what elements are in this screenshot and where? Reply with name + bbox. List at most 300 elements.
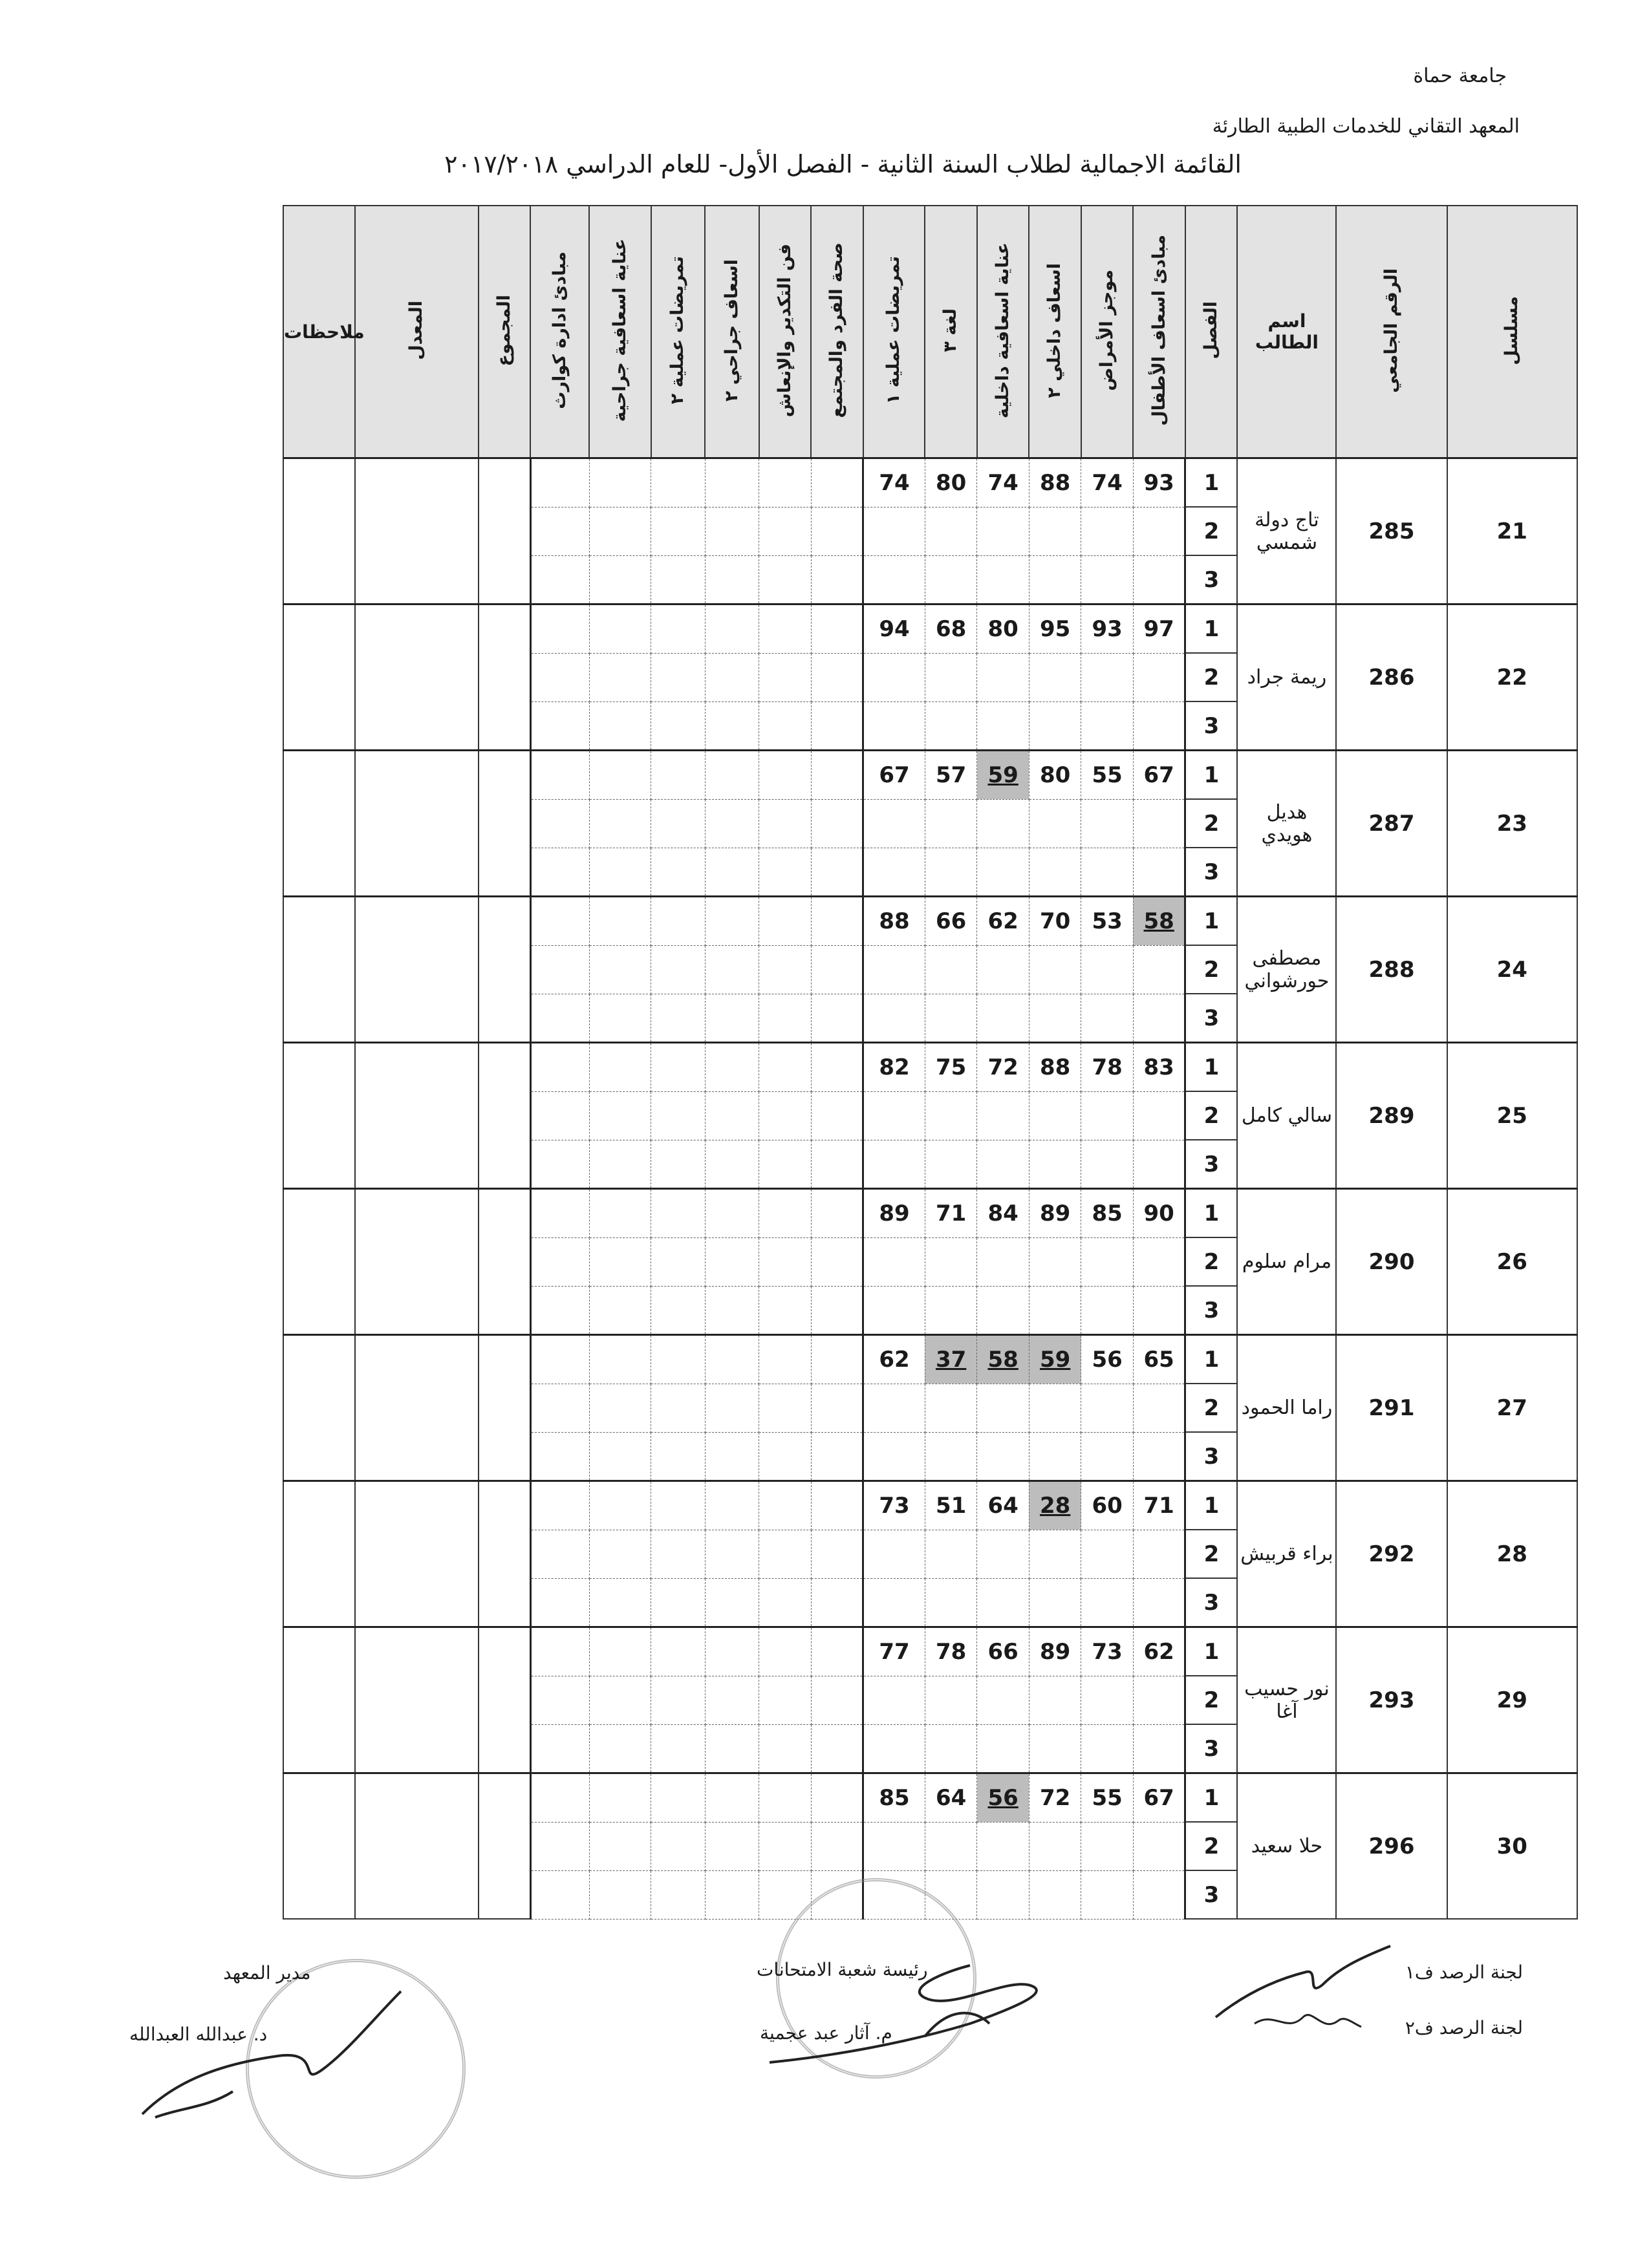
grade-cell xyxy=(863,653,925,701)
grade-cell-empty xyxy=(811,1432,863,1481)
grade-value: 78 xyxy=(1092,1054,1123,1080)
cell-avg xyxy=(355,897,479,1043)
grade-cell-empty xyxy=(530,1140,589,1189)
grade-value: 70 xyxy=(1039,908,1071,934)
semester-cell xyxy=(1185,1822,1238,1870)
grade-cell-empty xyxy=(811,1286,863,1335)
committee1-label: لجنة الرصد ف١ xyxy=(1405,1962,1523,1983)
grade-cell xyxy=(1081,1384,1134,1432)
semester-cell xyxy=(1185,848,1238,897)
semester-number: 3 xyxy=(1203,1297,1220,1323)
grade-cell-empty xyxy=(530,751,589,800)
grade-cell xyxy=(1133,1578,1185,1627)
grade-cell xyxy=(863,1286,925,1335)
grade-cell-empty xyxy=(589,945,651,994)
grade-cell-empty xyxy=(530,555,589,604)
cell-avg xyxy=(355,1773,479,1920)
grade-cell xyxy=(1029,897,1081,946)
grade-value: 58 xyxy=(1143,908,1174,934)
semester-number: 3 xyxy=(1203,1735,1220,1762)
grade-cell-empty xyxy=(530,1724,589,1773)
cell-note xyxy=(283,1627,355,1773)
grade-cell-empty xyxy=(589,848,651,897)
grade-value: 74 xyxy=(987,469,1018,496)
cell-avg xyxy=(355,604,479,751)
grade-cell-empty xyxy=(759,1578,812,1627)
grade-cell xyxy=(1133,458,1185,508)
grade-value: 73 xyxy=(1092,1638,1123,1665)
institute-name: المعهد التقاني للخدمات الطبية الطارئة xyxy=(1212,115,1520,138)
cell-sum xyxy=(479,1481,531,1627)
grade-cell-empty xyxy=(759,1724,812,1773)
cell-avg xyxy=(355,751,479,897)
grade-cell-empty xyxy=(651,507,706,555)
grade-cell xyxy=(1133,1140,1185,1189)
student-name-text: حلا سعيد xyxy=(1251,1835,1323,1857)
grade-cell-empty xyxy=(811,1627,863,1676)
serial-text: 21 xyxy=(1496,518,1527,544)
grade-value: 83 xyxy=(1143,1054,1174,1080)
grade-cell xyxy=(1133,1043,1185,1092)
cell-avg xyxy=(355,1335,479,1481)
grade-cell xyxy=(863,1773,925,1823)
semester-cell xyxy=(1185,1870,1238,1919)
grade-cell-empty xyxy=(589,1335,651,1384)
grade-cell xyxy=(1029,1481,1081,1530)
grade-cell-empty xyxy=(530,994,589,1043)
grade-cell xyxy=(925,1676,977,1724)
semester-number: 2 xyxy=(1203,810,1220,837)
grade-cell xyxy=(925,1286,977,1335)
grade-cell-empty xyxy=(651,1286,706,1335)
grade-cell xyxy=(1133,1384,1185,1432)
semester-number: 3 xyxy=(1203,1589,1220,1616)
grade-cell-empty xyxy=(759,1432,812,1481)
col-semester xyxy=(1185,206,1238,458)
grade-value: 37 xyxy=(935,1346,967,1373)
semester-cell xyxy=(1185,1335,1238,1384)
grade-cell-empty xyxy=(811,1578,863,1627)
cell-note xyxy=(283,1481,355,1627)
grade-cell xyxy=(1081,1432,1134,1481)
grade-cell-empty xyxy=(589,1724,651,1773)
cell-note xyxy=(283,1189,355,1335)
grade-cell xyxy=(1029,945,1081,994)
grade-cell xyxy=(925,848,977,897)
col-name xyxy=(1237,206,1336,458)
grade-cell-empty xyxy=(705,1578,759,1627)
cell-note xyxy=(283,1043,355,1189)
grade-value: 74 xyxy=(1092,469,1123,496)
grade-cell xyxy=(1133,897,1185,946)
cell-sum xyxy=(479,1773,531,1920)
semester-number: 2 xyxy=(1203,1541,1220,1567)
cell-avg xyxy=(355,458,479,604)
reg-no-text: 290 xyxy=(1368,1248,1415,1275)
grade-cell-empty xyxy=(705,1724,759,1773)
grade-value: 56 xyxy=(1092,1346,1123,1373)
grade-cell-empty xyxy=(705,1286,759,1335)
semester-cell xyxy=(1185,751,1238,800)
student-name xyxy=(1237,1043,1336,1189)
grade-cell xyxy=(925,1481,977,1530)
col-reg-no-label: الرقم الجامعي xyxy=(1381,268,1401,393)
grade-value: 57 xyxy=(935,762,967,788)
grade-value: 60 xyxy=(1092,1492,1123,1519)
grade-cell-empty xyxy=(651,1724,706,1773)
grade-cell xyxy=(925,1384,977,1432)
grade-cell xyxy=(1081,751,1134,800)
grade-cell xyxy=(925,897,977,946)
semester-cell xyxy=(1185,799,1238,848)
semester-cell xyxy=(1185,1140,1238,1189)
student-name-text: نور حسيب آغا xyxy=(1244,1677,1330,1723)
grade-cell xyxy=(977,701,1029,751)
grade-cell xyxy=(863,604,925,654)
grade-cell xyxy=(1081,653,1134,701)
col-subject-5-label: لغة ٣ xyxy=(940,308,961,352)
grade-cell xyxy=(863,1627,925,1676)
grade-cell-empty xyxy=(705,1676,759,1724)
grade-cell xyxy=(1081,604,1134,654)
grade-cell xyxy=(1081,1189,1134,1238)
grade-cell-empty xyxy=(705,1627,759,1676)
grade-cell xyxy=(1081,1237,1134,1286)
semester-cell xyxy=(1185,1091,1238,1140)
grade-cell-empty xyxy=(651,848,706,897)
grade-cell xyxy=(1029,1237,1081,1286)
grade-cell-empty xyxy=(705,653,759,701)
grade-cell-empty xyxy=(651,1870,706,1919)
grade-cell xyxy=(925,555,977,604)
semester-number: 1 xyxy=(1203,469,1220,496)
grade-cell xyxy=(1133,945,1185,994)
grade-cell xyxy=(977,1773,1029,1823)
grade-cell-empty xyxy=(589,1432,651,1481)
grade-cell xyxy=(863,751,925,800)
grade-cell xyxy=(1029,1432,1081,1481)
committee2-label: لجنة الرصد ف٢ xyxy=(1405,2017,1523,2038)
grade-cell xyxy=(977,1335,1029,1384)
student-serial xyxy=(1447,1189,1577,1335)
col-subject-9 xyxy=(705,206,759,458)
table-row xyxy=(283,458,1577,508)
grade-cell-empty xyxy=(811,1676,863,1724)
grade-cell xyxy=(863,1578,925,1627)
col-subject-4 xyxy=(977,206,1029,458)
grade-cell-empty xyxy=(759,1286,812,1335)
reg-no-text: 291 xyxy=(1368,1395,1415,1421)
grade-cell-empty xyxy=(759,945,812,994)
grade-cell-empty xyxy=(530,799,589,848)
grade-cell xyxy=(863,1091,925,1140)
grade-cell-empty xyxy=(530,1870,589,1919)
semester-number: 1 xyxy=(1203,762,1220,788)
grade-cell xyxy=(1029,555,1081,604)
grade-cell xyxy=(1029,751,1081,800)
semester-number: 3 xyxy=(1203,1881,1220,1908)
grade-cell-empty xyxy=(811,701,863,751)
semester-number: 2 xyxy=(1203,1687,1220,1713)
cell-note xyxy=(283,1773,355,1920)
col-reg-no xyxy=(1336,206,1447,458)
grade-cell xyxy=(977,507,1029,555)
grade-cell xyxy=(1081,994,1134,1043)
grade-cell xyxy=(1133,1091,1185,1140)
grade-cell xyxy=(863,1724,925,1773)
grade-cell xyxy=(863,1237,925,1286)
grade-value: 56 xyxy=(987,1784,1018,1811)
grade-cell-empty xyxy=(530,1384,589,1432)
grade-cell-empty xyxy=(589,507,651,555)
grade-cell xyxy=(1133,555,1185,604)
col-notes xyxy=(283,206,365,458)
col-average-label: المعدل xyxy=(406,301,427,360)
semester-number: 2 xyxy=(1203,956,1220,983)
col-subject-7-label: صحة الفرد والمجتمع xyxy=(826,242,847,418)
col-serial xyxy=(1447,206,1577,458)
grade-value: 58 xyxy=(987,1346,1018,1373)
grade-cell xyxy=(977,1432,1029,1481)
col-notes-label: ملاحظات xyxy=(284,321,365,343)
grade-value: 59 xyxy=(1039,1346,1071,1373)
grade-cell-empty xyxy=(705,994,759,1043)
grade-cell xyxy=(925,458,977,508)
grade-cell xyxy=(1133,1822,1185,1870)
reg-no-text: 286 xyxy=(1368,664,1415,690)
student-serial xyxy=(1447,897,1577,1043)
grade-cell xyxy=(1081,1286,1134,1335)
grade-cell xyxy=(1133,994,1185,1043)
grade-cell xyxy=(863,1432,925,1481)
grade-cell-empty xyxy=(589,653,651,701)
grade-cell-empty xyxy=(589,1237,651,1286)
grade-cell xyxy=(1029,1286,1081,1335)
grade-cell xyxy=(925,1189,977,1238)
col-name-label: اسم الطالب xyxy=(1255,310,1319,353)
grade-cell-empty xyxy=(811,555,863,604)
grade-cell-empty xyxy=(589,1481,651,1530)
grade-cell xyxy=(1081,701,1134,751)
grade-value: 67 xyxy=(879,762,910,788)
grade-cell xyxy=(1029,1822,1081,1870)
grade-cell xyxy=(925,653,977,701)
grade-value: 80 xyxy=(1039,762,1071,788)
student-serial xyxy=(1447,751,1577,897)
grade-cell-empty xyxy=(530,897,589,946)
grade-cell xyxy=(1081,1773,1134,1823)
grade-value: 89 xyxy=(879,1200,910,1226)
grade-cell xyxy=(863,1384,925,1432)
student-reg-no xyxy=(1336,604,1447,751)
student-name-text: براء قربيش xyxy=(1240,1543,1333,1565)
grade-cell-empty xyxy=(811,1530,863,1578)
grade-cell-empty xyxy=(759,751,812,800)
grade-cell xyxy=(1029,1140,1081,1189)
grade-cell xyxy=(925,507,977,555)
grade-cell xyxy=(1081,897,1134,946)
grade-cell xyxy=(1029,1627,1081,1676)
cell-note xyxy=(283,751,355,897)
semester-cell xyxy=(1185,458,1238,508)
student-serial xyxy=(1447,604,1577,751)
grade-cell xyxy=(1081,1676,1134,1724)
grade-cell xyxy=(977,1481,1029,1530)
grade-cell xyxy=(977,945,1029,994)
grade-cell xyxy=(1133,1237,1185,1286)
grade-cell-empty xyxy=(651,1676,706,1724)
semester-cell xyxy=(1185,1189,1238,1238)
grade-cell-empty xyxy=(705,701,759,751)
semester-cell xyxy=(1185,1773,1238,1823)
grade-cell-empty xyxy=(811,994,863,1043)
grade-cell-empty xyxy=(651,897,706,946)
grade-cell xyxy=(925,1530,977,1578)
grade-cell xyxy=(1133,1432,1185,1481)
col-subject-6-label: تمريضات عملية ١ xyxy=(883,256,904,405)
student-name-text: هديل هويدي xyxy=(1261,800,1313,846)
student-name xyxy=(1237,751,1336,897)
grade-cell xyxy=(1133,751,1185,800)
grade-cell xyxy=(1133,1870,1185,1919)
grade-cell xyxy=(1029,1384,1081,1432)
grade-value: 71 xyxy=(935,1200,967,1226)
director-title: مدير المعهد xyxy=(223,1962,311,1984)
student-name xyxy=(1237,1773,1336,1920)
grade-cell-empty xyxy=(530,1627,589,1676)
grade-cell xyxy=(1133,1335,1185,1384)
cell-sum xyxy=(479,897,531,1043)
grade-value: 82 xyxy=(879,1054,910,1080)
grade-value: 59 xyxy=(987,762,1018,788)
grade-cell-empty xyxy=(759,701,812,751)
serial-text: 30 xyxy=(1496,1833,1527,1859)
cell-sum xyxy=(479,1189,531,1335)
grade-cell xyxy=(1081,1578,1134,1627)
grade-cell xyxy=(863,701,925,751)
col-subject-11-label: عناية اسعافية جراحية xyxy=(609,239,630,422)
col-subject-1 xyxy=(1133,206,1185,458)
grade-cell-empty xyxy=(705,1432,759,1481)
grade-cell-empty xyxy=(589,1822,651,1870)
student-reg-no xyxy=(1336,1773,1447,1920)
student-serial xyxy=(1447,1481,1577,1627)
col-subject-12 xyxy=(530,206,589,458)
serial-text: 24 xyxy=(1496,956,1527,983)
grade-cell-empty xyxy=(759,507,812,555)
grade-value: 88 xyxy=(1039,1054,1071,1080)
grade-cell xyxy=(1029,1676,1081,1724)
grade-cell-empty xyxy=(651,1384,706,1432)
grade-cell xyxy=(977,1724,1029,1773)
grade-cell-empty xyxy=(705,507,759,555)
grade-cell-empty xyxy=(651,1091,706,1140)
grade-cell xyxy=(863,555,925,604)
grade-cell-empty xyxy=(759,604,812,654)
grade-cell-empty xyxy=(651,1627,706,1676)
grade-cell-empty xyxy=(589,1870,651,1919)
cell-avg xyxy=(355,1043,479,1189)
grade-cell-empty xyxy=(589,555,651,604)
grade-cell-empty xyxy=(651,1481,706,1530)
grade-cell xyxy=(977,1286,1029,1335)
grade-value: 73 xyxy=(879,1492,910,1519)
grade-cell xyxy=(1029,458,1081,508)
grade-cell xyxy=(1081,1091,1134,1140)
student-name-text: سالي كامل xyxy=(1241,1104,1333,1127)
cell-sum xyxy=(479,1335,531,1481)
grade-cell-empty xyxy=(705,1384,759,1432)
col-subject-9-label: اسعاف جراحي ٢ xyxy=(721,259,742,402)
grade-cell xyxy=(977,1627,1029,1676)
semester-cell xyxy=(1185,1578,1238,1627)
grade-cell-empty xyxy=(759,1676,812,1724)
semester-number: 1 xyxy=(1203,615,1220,642)
col-subject-11 xyxy=(589,206,651,458)
grade-cell xyxy=(977,1578,1029,1627)
grade-cell-empty xyxy=(530,653,589,701)
grade-value: 64 xyxy=(987,1492,1018,1519)
semester-number: 1 xyxy=(1203,1054,1220,1080)
cell-avg xyxy=(355,1481,479,1627)
col-subject-6 xyxy=(863,206,925,458)
table-row xyxy=(283,1481,1577,1530)
cell-note xyxy=(283,604,355,751)
student-name-text: تاج دولة شمسي xyxy=(1255,508,1319,554)
grade-cell-empty xyxy=(759,1481,812,1530)
student-name-text: مصطفى حورشواني xyxy=(1244,947,1330,992)
university-name: جامعة حماة xyxy=(1413,65,1507,87)
semester-number: 2 xyxy=(1203,1248,1220,1275)
grade-cell xyxy=(925,1237,977,1286)
grade-value: 97 xyxy=(1143,615,1174,642)
grade-cell-empty xyxy=(811,604,863,654)
grade-cell-empty xyxy=(651,458,706,508)
serial-text: 25 xyxy=(1496,1102,1527,1129)
grade-cell xyxy=(1029,1043,1081,1092)
grade-cell xyxy=(1029,1091,1081,1140)
grade-cell-empty xyxy=(705,1091,759,1140)
semester-number: 2 xyxy=(1203,518,1220,544)
grade-value: 53 xyxy=(1092,908,1123,934)
grade-cell xyxy=(925,1335,977,1384)
grade-cell xyxy=(863,799,925,848)
grade-cell-empty xyxy=(530,1237,589,1286)
grade-cell-empty xyxy=(759,897,812,946)
grade-cell-empty xyxy=(811,1773,863,1823)
semester-number: 3 xyxy=(1203,712,1220,739)
grade-cell xyxy=(863,1140,925,1189)
cell-note xyxy=(283,458,355,604)
grade-cell xyxy=(1029,1773,1081,1823)
grade-cell-empty xyxy=(651,751,706,800)
exams-head-title: رئيسة شعبة الامتحانات xyxy=(757,1959,928,1980)
student-reg-no xyxy=(1336,1481,1447,1627)
grade-cell-empty xyxy=(705,1822,759,1870)
grade-cell-empty xyxy=(759,1237,812,1286)
grade-cell xyxy=(1029,1335,1081,1384)
grade-value: 74 xyxy=(879,469,910,496)
col-subject-5 xyxy=(925,206,977,458)
grade-cell xyxy=(1081,945,1134,994)
grade-cell-empty xyxy=(651,1140,706,1189)
grade-cell-empty xyxy=(651,1237,706,1286)
grade-cell-empty xyxy=(589,751,651,800)
student-reg-no xyxy=(1336,1043,1447,1189)
semester-cell xyxy=(1185,1724,1238,1773)
grade-cell xyxy=(925,701,977,751)
semester-cell xyxy=(1185,945,1238,994)
